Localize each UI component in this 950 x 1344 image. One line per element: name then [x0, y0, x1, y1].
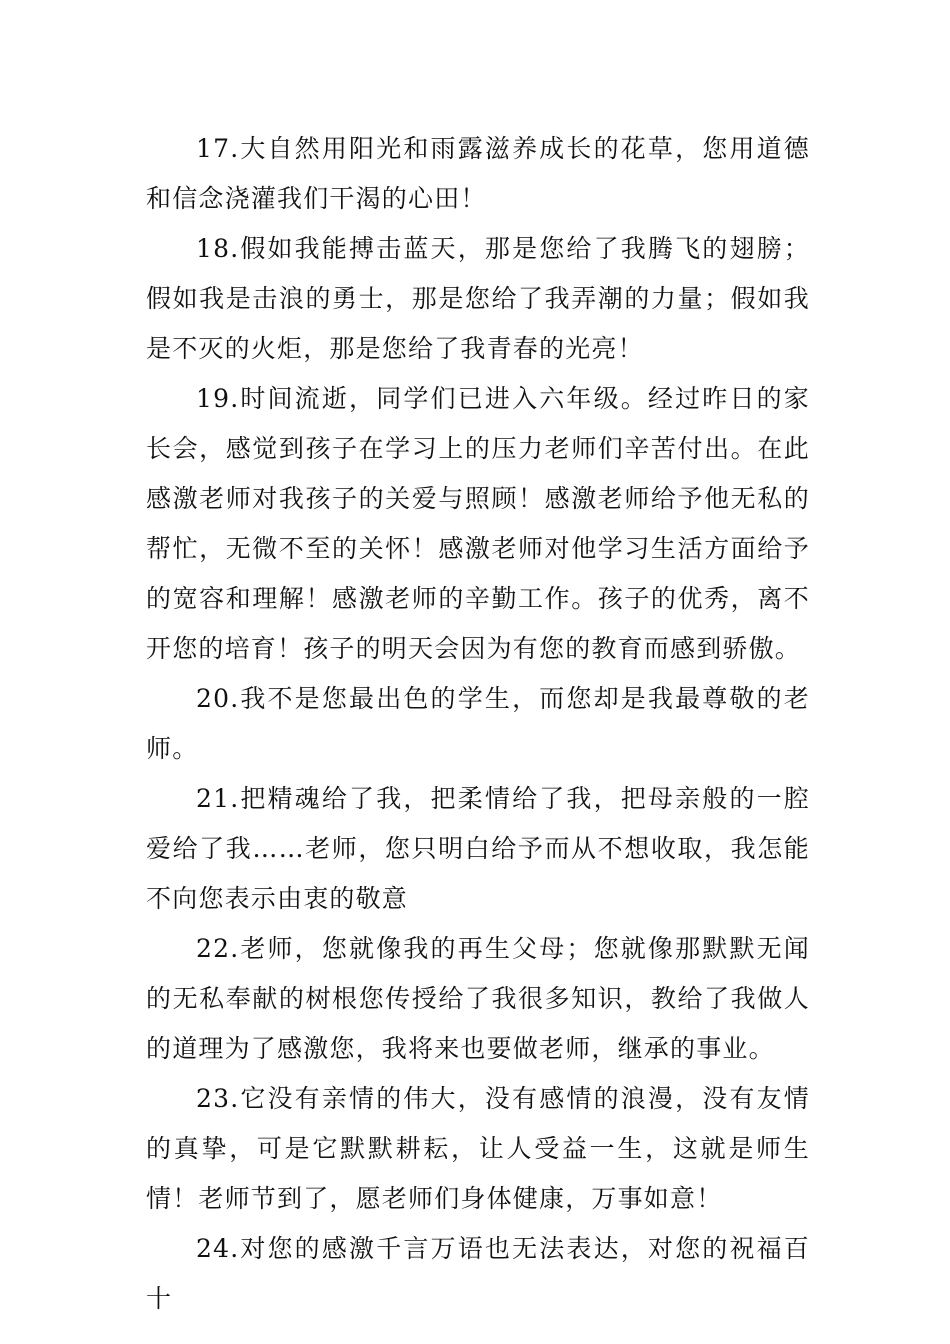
paragraph-number: 21.	[196, 784, 240, 813]
paragraph-19	[146, 374, 810, 674]
paragraph-number: 24.	[196, 1234, 240, 1263]
paragraph-22	[146, 924, 810, 1074]
paragraph-text: 对您的感激千言万语也无法表达，对您的祝福百十	[146, 1234, 810, 1313]
paragraph-text: 大自然用阳光和雨露滋养成长的花草，您用道德和信念浇灌我们干渴的心田！	[146, 134, 810, 213]
paragraph-number: 20.	[196, 684, 240, 713]
paragraph-text: 把精魂给了我，把柔情给了我，把母亲般的一腔爱给了我……老师，您只明白给予而从不想收取，我怎能不向您表示由衷的敬意	[146, 784, 810, 913]
paragraph-number: 17.	[196, 134, 240, 163]
paragraph-text: 假如我能搏击蓝天，那是您给了我腾飞的翅膀；假如我是击浪的勇士，那是您给了我弄潮的力量；假如我是不灭的火炬，那是您给了我青春的光亮！	[146, 234, 810, 363]
paragraph-23	[146, 1074, 810, 1224]
paragraph-18	[146, 224, 810, 374]
paragraph-text: 老师，您就像我的再生父母；您就像那默默无闻的无私奉献的树根您传授给了我很多知识，教给了我做人的道理为了感激您，我将来也要做老师，继承的事业。	[146, 934, 810, 1063]
paragraph-20	[146, 674, 810, 774]
paragraph-number: 22.	[196, 934, 240, 963]
paragraph-number: 19.	[196, 384, 240, 413]
paragraph-text: 我不是您最出色的学生，而您却是我最尊敬的老师。	[146, 684, 810, 763]
paragraph-21	[146, 774, 810, 924]
paragraph-number: 23.	[196, 1084, 240, 1113]
paragraph-24	[146, 1224, 810, 1324]
paragraph-text: 它没有亲情的伟大，没有感情的浪漫，没有友情的真挚，可是它默默耕耘，让人受益一生，这就是师生情！老师节到了，愿老师们身体健康，万事如意！	[146, 1084, 810, 1213]
paragraph-17	[146, 124, 810, 224]
document-body	[146, 124, 810, 1324]
paragraph-text: 时间流逝，同学们已进入六年级。经过昨日的家长会，感觉到孩子在学习上的压力老师们辛苦付出。在此感激老师对我孩子的关爱与照顾！感激老师给予他无私的帮忙，无微不至的关怀！感激老师对他学习生活方面给予的宽容和理解！感激老师的辛勤工作。孩子的优秀，离不开您的培育！孩子的明天会因为有您的教育而感到骄傲。	[146, 384, 810, 663]
paragraph-number: 18.	[196, 234, 240, 263]
